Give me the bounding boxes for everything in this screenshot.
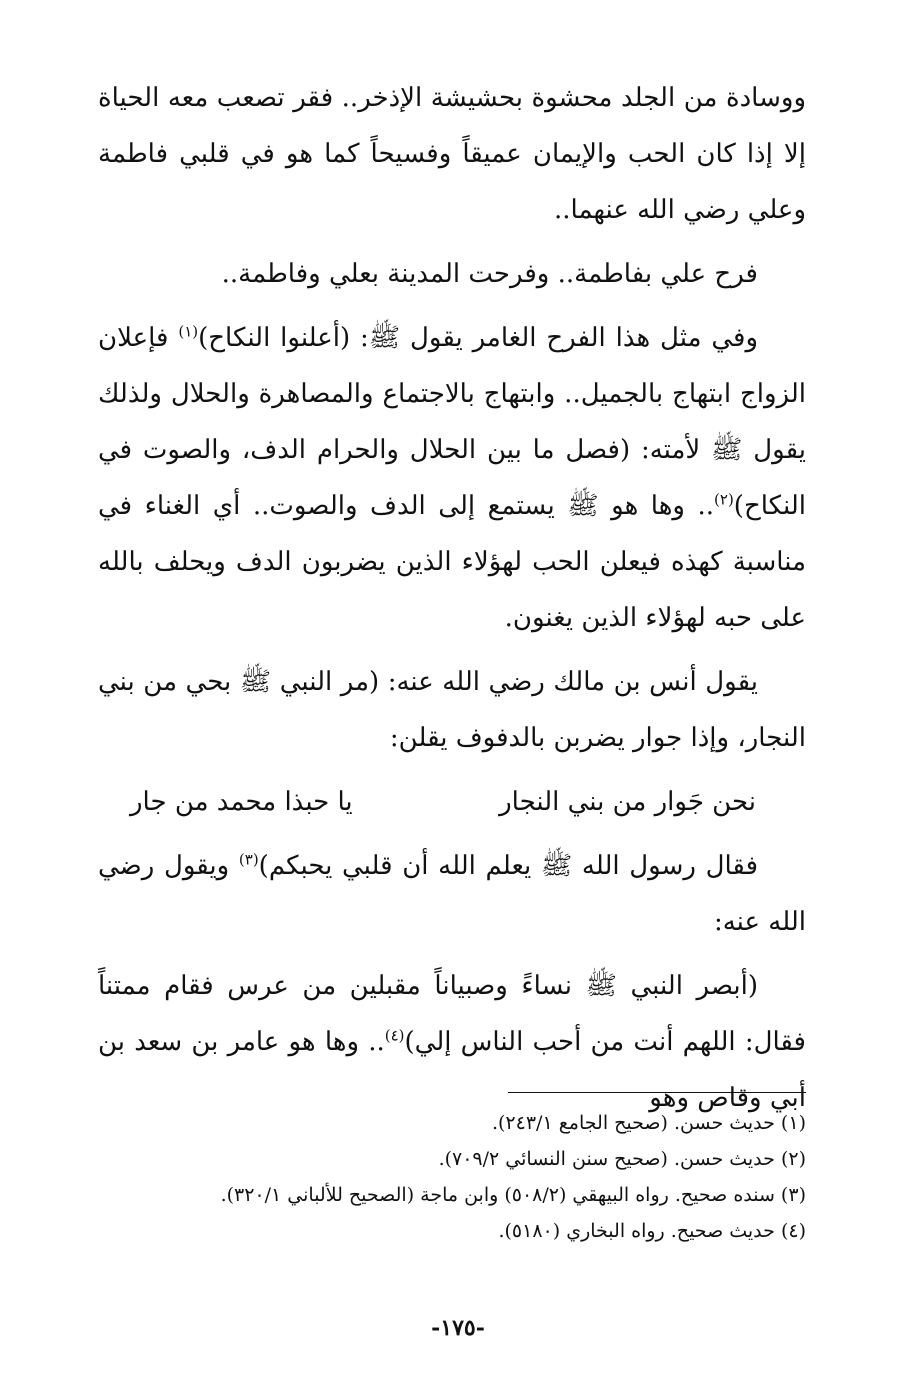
paragraph-4: يقول أنس بن مالك رضي الله عنه: (مر النبي ﷺ بحي من بني النجار، وإذا جوار يضربن بالدفوف يقلن:: [98, 667, 806, 753]
footnotes: [98, 1105, 806, 1249]
paragraph-5: [98, 838, 806, 950]
paragraph-3: [98, 310, 806, 646]
footnote-3: (٣) سنده صحيح. رواه البيهقي (٥٠٨/٢) وابن ماجة (الصحيح للألباني ٣٢٠/١).: [220, 1184, 806, 1206]
paragraph-5-part-1: فقال رسول الله ﷺ يعلم الله أن قلبي يحبكم): [258, 851, 758, 881]
main-text: [98, 70, 806, 1126]
poem-verse: [98, 774, 806, 830]
footnote-ref-1: (١): [178, 322, 199, 341]
paragraph-1: ووسادة من الجلد محشوة بحشيشة الإذخر.. فقر تصعب معه الحياة إلا إذا كان الحب والإيمان عميقاً وفسيحاً كما هو في قلبي فاطمة وعلي رضي الله عنهما..: [98, 83, 806, 225]
paragraph-6: [98, 958, 806, 1126]
verse-first-hemistich: نحن جَوار من بني النجار: [499, 787, 756, 817]
paragraph-5-part-2: ويقول رضي الله عنه:: [98, 851, 806, 937]
paragraph-3-part-2: فإعلان الزواج ابتهاج بالجميل.. وابتهاج بالاجتماع والمصاهرة والحلال ولذلك يقول ﷺ لأمته: (فصل ما بين الحلال والحرام الدف، والصوت في النكاح): [98, 323, 806, 521]
footnote-separator: [508, 1092, 806, 1093]
paragraph-2: فرح علي بفاطمة.. وفرحت المدينة بعلي وفاطمة..: [221, 259, 758, 289]
footnote-1: (١) حديث حسن. (صحيح الجامع ٢٤٣/١).: [491, 1112, 806, 1134]
footnote-2: (٢) حديث حسن. (صحيح سنن النسائي ٧٠٩/٢).: [438, 1148, 806, 1170]
paragraph-3-part-3: .. وها هو ﷺ يستمع إلى الدف والصوت.. أي الغناء في مناسبة كهذه فيعلن الحب لهؤلاء الذين يضربون الدف ويحلف بالله على حبه لهؤلاء الذين يغنون.: [98, 491, 806, 633]
footnote-ref-3: (٣): [238, 850, 259, 869]
page-number: -١٧٥-: [431, 1315, 485, 1341]
paragraph-6-part-2: .. وها هو عامر بن سعد بن أبي وقاص وهو: [98, 1027, 806, 1113]
footnote-ref-2: (٢): [714, 490, 734, 509]
verse-second-hemistich: يا حبذا محمد من جار: [130, 787, 353, 817]
footnote-ref-4: (٤): [384, 1026, 405, 1045]
footnote-4: (٤) حديث صحيح. رواه البخاري (٥١٨٠).: [498, 1220, 806, 1242]
paragraph-6-part-1: (أبصر النبي ﷺ نساءً وصبياناً مقبلين من عرس فقام ممتناً فقال: اللهم أنت من أحب الناس إلي): [98, 971, 806, 1057]
paragraph-3-part-1: وفي مثل هذا الفرح الغامر يقول ﷺ: (أعلنوا النكاح): [198, 323, 758, 353]
